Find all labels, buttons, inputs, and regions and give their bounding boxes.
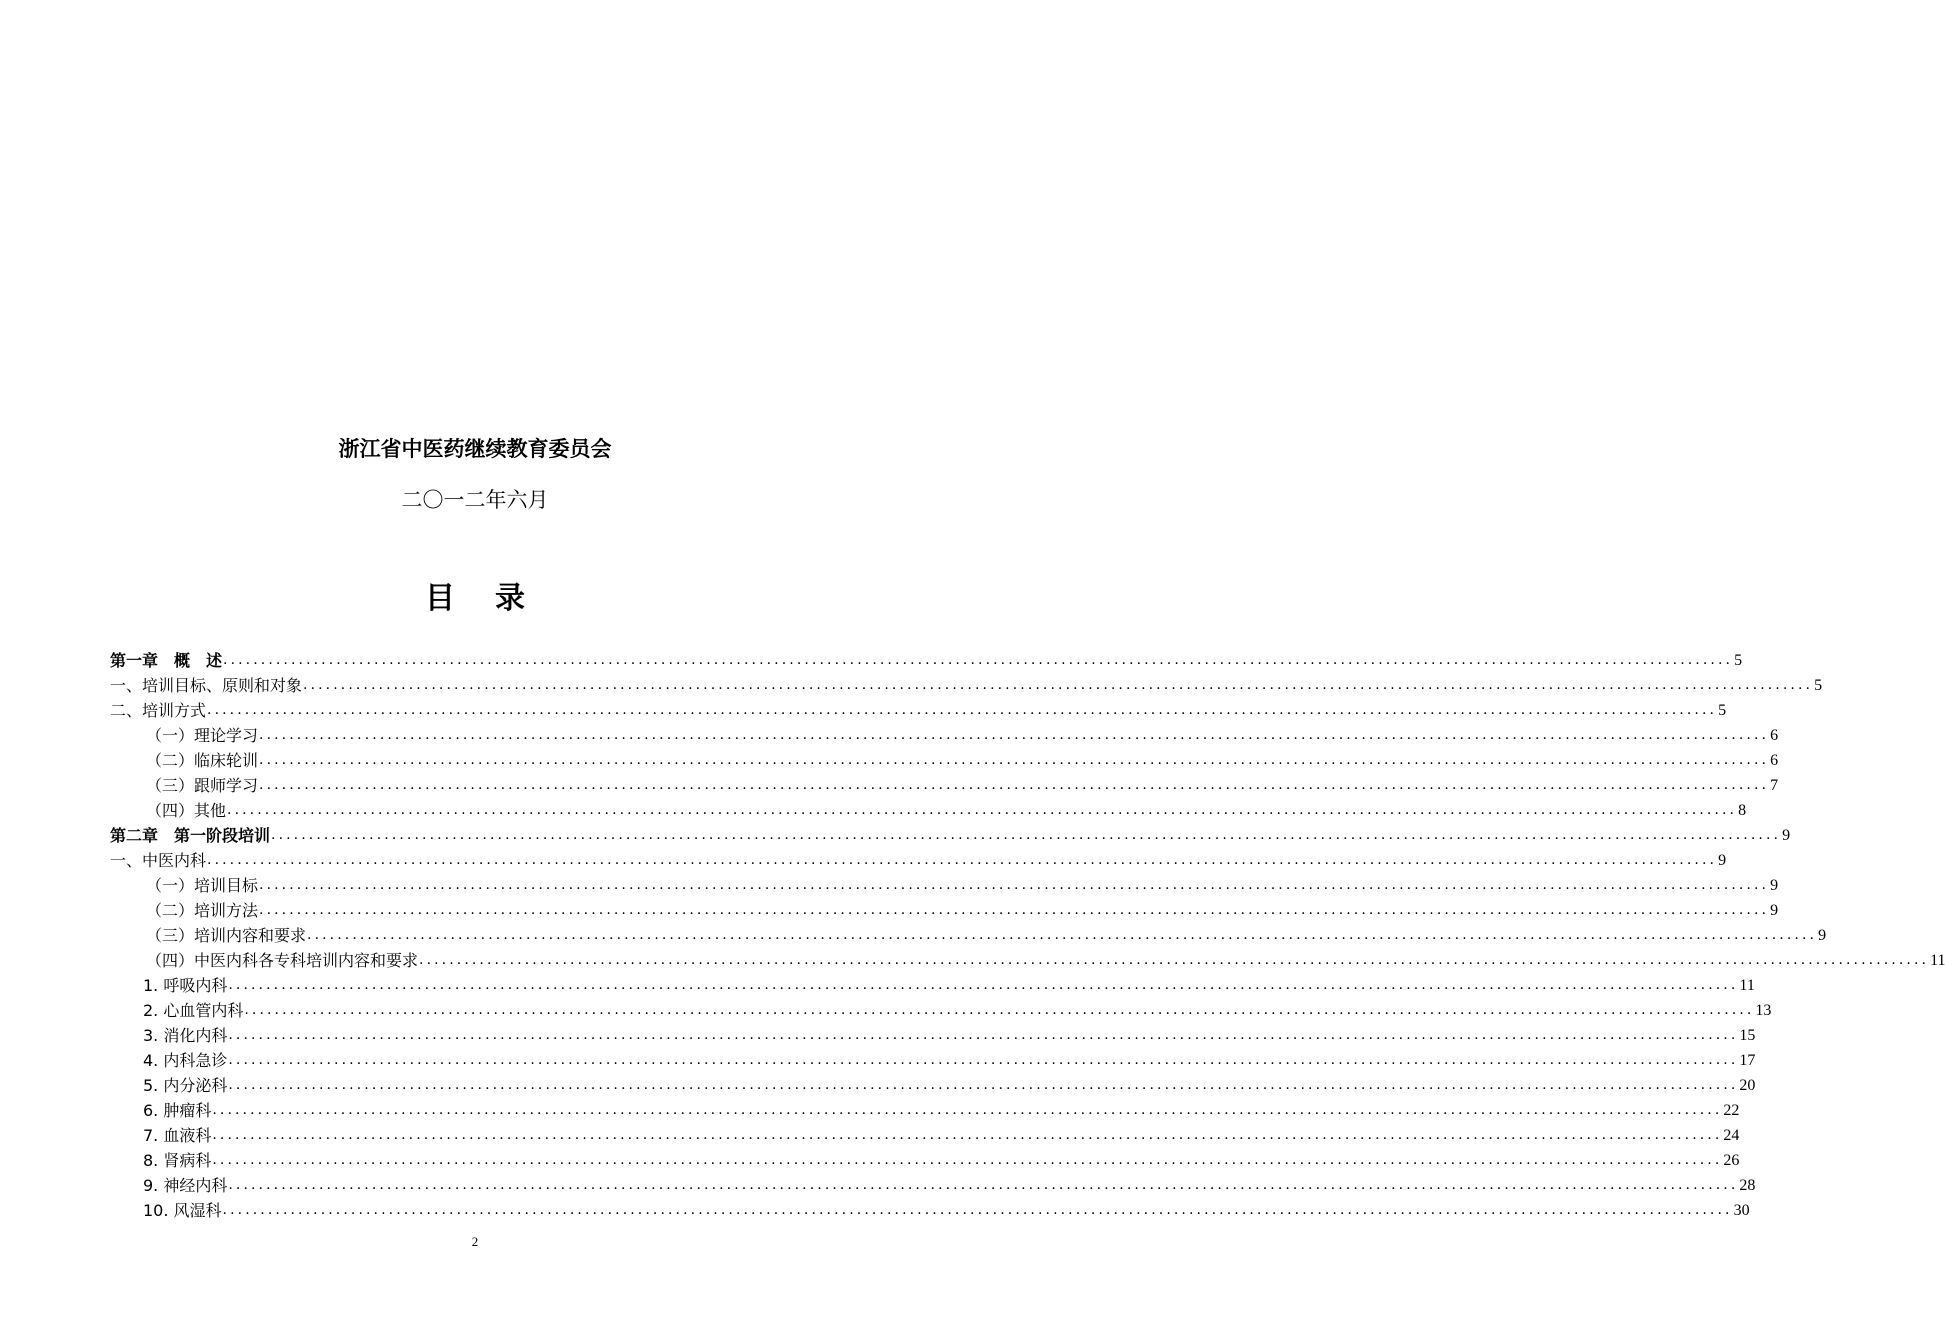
toc-entry-title: 4. 内科急诊: [143, 1051, 228, 1070]
toc-dot-leader: ........................................................................................................................................................................................................: [228, 1077, 1739, 1093]
toc-dot-leader: ........................................................................................................................................................................................................: [259, 902, 1770, 918]
toc-dot-leader: ........................................................................................................................................................................................................: [207, 702, 1718, 718]
toc-entry[interactable]: [110, 823, 1791, 848]
toc-entry[interactable]: [110, 848, 1727, 873]
toc-entry-title: （一）培训目标: [146, 876, 259, 895]
toc-dot-leader: ........................................................................................................................................................................................................: [228, 1177, 1739, 1193]
toc-entry-title: 8. 肾病科: [143, 1151, 212, 1170]
toc-entry-page: 11: [1739, 977, 1755, 994]
toc-entry-title: （三）跟师学习: [146, 776, 259, 795]
toc-entry[interactable]: [110, 1148, 1740, 1173]
toc-entry[interactable]: [110, 1048, 1756, 1073]
toc-dot-leader: ........................................................................................................................................................................................................: [259, 777, 1770, 793]
toc-dot-leader: ........................................................................................................................................................................................................: [227, 802, 1738, 818]
page-number: 2: [471, 1234, 479, 1249]
toc-entry[interactable]: [110, 898, 1779, 923]
toc-entry-page: 9: [1770, 902, 1779, 919]
toc-title: 目录: [425, 581, 565, 616]
toc-entry-page: 20: [1739, 1077, 1756, 1094]
toc-entry-page: 30: [1733, 1202, 1750, 1219]
toc-entry-title: 7. 血液科: [143, 1126, 212, 1145]
toc-entry[interactable]: [110, 1173, 1756, 1198]
toc-dot-leader: ........................................................................................................................................................................................................: [271, 827, 1782, 843]
toc-entry[interactable]: [110, 1073, 1756, 1098]
toc-entry[interactable]: [110, 923, 1827, 948]
toc-entry-title: 第一章 概 述: [110, 651, 223, 670]
toc-entry-title: （三）培训内容和要求: [146, 926, 307, 945]
toc-entry[interactable]: [110, 973, 1755, 998]
toc-entry-page: 22: [1723, 1102, 1740, 1119]
toc-entry-title: 2. 心血管内科: [143, 1001, 244, 1020]
toc-entry-page: 5: [1814, 677, 1823, 694]
toc-entry-page: 9: [1770, 877, 1779, 894]
toc-entry[interactable]: [110, 1023, 1756, 1048]
toc-entry-title: 二、培训方式: [110, 701, 207, 720]
toc-dot-leader: ........................................................................................................................................................................................................: [212, 1152, 1723, 1168]
toc-entry-title: 10. 风湿科: [143, 1201, 222, 1220]
toc-entry-title: （二）培训方法: [146, 901, 259, 920]
toc-entry-title: （二）临床轮训: [146, 751, 259, 770]
toc-entry-page: 17: [1739, 1052, 1756, 1069]
toc-entry[interactable]: [110, 723, 1779, 748]
toc-entry[interactable]: [110, 948, 1945, 973]
toc-dot-leader: ........................................................................................................................................................................................................: [259, 752, 1770, 768]
toc-dot-leader: ........................................................................................................................................................................................................: [207, 852, 1718, 868]
toc-dot-leader: ........................................................................................................................................................................................................: [244, 1002, 1755, 1018]
toc-dot-leader: ........................................................................................................................................................................................................: [303, 677, 1814, 693]
toc-entry-page: 28: [1739, 1177, 1756, 1194]
toc-entry-title: 3. 消化内科: [143, 1026, 228, 1045]
toc-entry-page: 6: [1770, 752, 1779, 769]
toc-entry[interactable]: [110, 1098, 1740, 1123]
toc-entry[interactable]: [110, 648, 1743, 673]
toc-entry[interactable]: [110, 748, 1779, 773]
toc-entry-page: 5: [1734, 652, 1743, 669]
toc-entry-page: 6: [1770, 727, 1779, 744]
toc-entry-page: 26: [1723, 1152, 1740, 1169]
issuer-name: 浙江省中医药继续教育委员会: [338, 437, 612, 461]
toc-entry-title: 9. 神经内科: [143, 1176, 228, 1195]
toc-entry-page: 24: [1723, 1127, 1740, 1144]
toc-entry[interactable]: [110, 798, 1747, 823]
toc-dot-leader: ........................................................................................................................................................................................................: [259, 877, 1770, 893]
toc-entry-page: 9: [1782, 827, 1791, 844]
toc-dot-leader: ........................................................................................................................................................................................................: [222, 1202, 1733, 1218]
toc-entry[interactable]: [110, 998, 1772, 1023]
toc-entry-page: 7: [1770, 777, 1779, 794]
toc-entry-page: 11: [1930, 952, 1945, 969]
toc-dot-leader: ........................................................................................................................................................................................................: [212, 1127, 1723, 1143]
toc-entry[interactable]: [110, 773, 1779, 798]
toc-entry-title: 一、培训目标、原则和对象: [110, 676, 303, 695]
toc-entry-title: 第二章 第一阶段培训: [110, 826, 271, 845]
toc-entry[interactable]: [110, 1123, 1740, 1148]
toc-entry-page: 13: [1755, 1002, 1772, 1019]
toc-dot-leader: ........................................................................................................................................................................................................: [228, 977, 1739, 993]
toc-entry-page: 9: [1818, 927, 1827, 944]
toc-dot-leader: ........................................................................................................................................................................................................: [307, 927, 1818, 943]
toc-dot-leader: ........................................................................................................................................................................................................: [228, 1027, 1739, 1043]
toc-entry-title: （四）中医内科各专科培训内容和要求: [146, 951, 419, 970]
toc-dot-leader: ........................................................................................................................................................................................................: [419, 952, 1930, 968]
toc-entry-page: 9: [1718, 852, 1727, 869]
toc-entry[interactable]: [110, 873, 1779, 898]
toc-dot-leader: ........................................................................................................................................................................................................: [259, 727, 1770, 743]
toc-entry-title: （四）其他: [146, 801, 227, 820]
toc-dot-leader: ........................................................................................................................................................................................................: [228, 1052, 1739, 1068]
table-of-contents: [110, 648, 1945, 1223]
toc-dot-leader: ........................................................................................................................................................................................................: [212, 1102, 1723, 1118]
toc-entry-title: 6. 肿瘤科: [143, 1101, 212, 1120]
toc-dot-leader: ........................................................................................................................................................................................................: [223, 652, 1734, 668]
toc-entry[interactable]: [110, 698, 1727, 723]
toc-entry-page: 5: [1718, 702, 1727, 719]
toc-entry-title: 1. 呼吸内科: [143, 976, 228, 995]
toc-entry-title: （一）理论学习: [146, 726, 259, 745]
toc-entry-title: 5. 内分泌科: [143, 1076, 228, 1095]
toc-entry-title: 一、中医内科: [110, 851, 207, 870]
toc-entry[interactable]: [110, 673, 1823, 698]
toc-entry-page: 8: [1738, 802, 1747, 819]
toc-entry-page: 15: [1739, 1027, 1756, 1044]
issue-date: 二〇一二年六月: [401, 488, 549, 512]
toc-entry[interactable]: [110, 1198, 1750, 1223]
